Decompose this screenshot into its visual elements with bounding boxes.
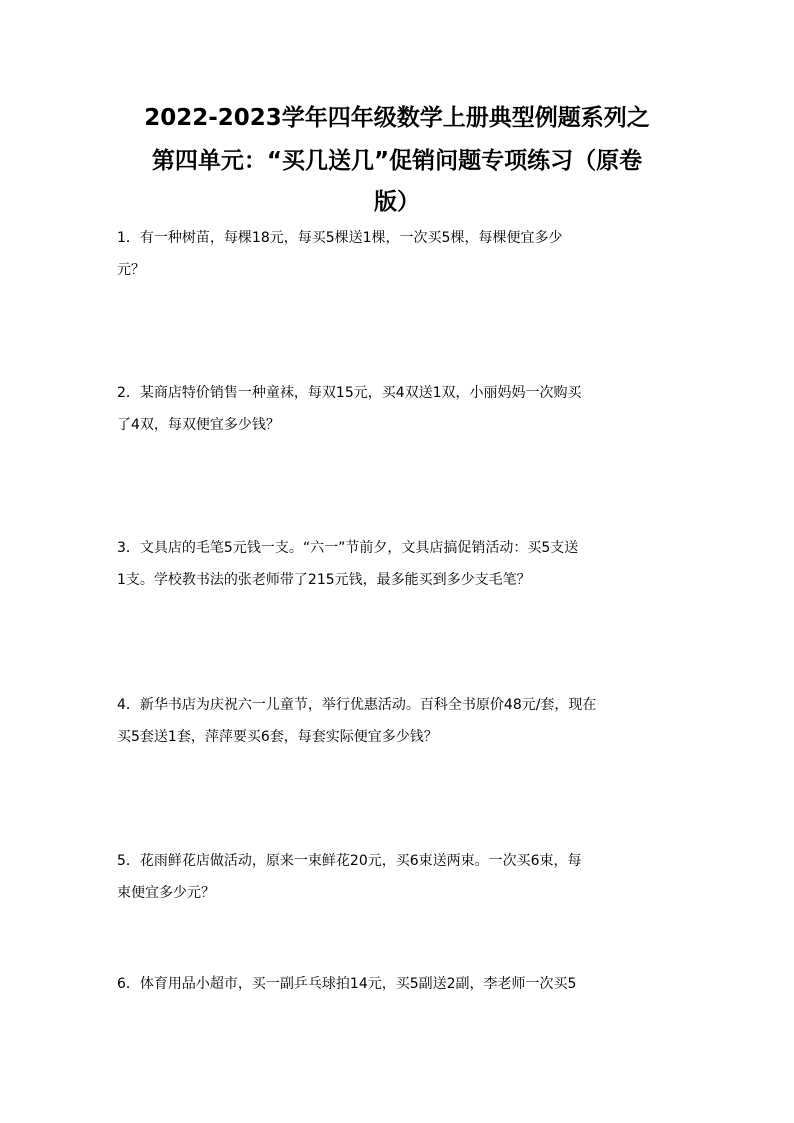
document-title-line-2: 第四单元：“买几送几”促销问题专项练习（原卷: [151, 148, 643, 174]
question-1-line-1: 1．有一种树苗，每棵18元，每买5棵送1棵，一次买5棵，每棵便宜多少: [117, 230, 563, 246]
question-1-line-2: 元？: [117, 262, 145, 278]
question-4-line-1: 4．新华书店为庆祝六一儿童节，举行优惠活动。百科全书原价48元/套，现在: [117, 697, 597, 713]
question-2-line-1: 2．某商店特价销售一种童袜，每双15元，买4双送1双，小丽妈妈一次购买: [117, 385, 582, 401]
question-2-line-2: 了4双，每双便宜多少钱？: [117, 417, 280, 433]
question-3-line-2: 1支。学校教书法的张老师带了215元钱，最多能买到多少支毛笔？: [117, 572, 531, 588]
question-5: [117, 845, 677, 909]
question-5-line-1: 5．花雨鲜花店做活动，原来一束鲜花20元，买6束送两束。一次买6束，每: [117, 853, 582, 869]
document-title-line-1: 2022-2023学年四年级数学上册典型例题系列之: [144, 105, 650, 131]
question-4-line-2: 买5套送1套，萍萍要买6套，每套实际便宜多少钱？: [117, 729, 438, 745]
question-3: [117, 532, 677, 596]
question-2: [117, 377, 677, 441]
question-4: [117, 689, 677, 753]
question-5-line-2: 束便宜多少元？: [117, 885, 215, 901]
question-1: [117, 222, 677, 286]
question-3-line-1: 3．文具店的毛笔5元钱一支。“六一”节前夕，文具店搞促销活动：买5支送: [117, 540, 579, 556]
question-6-line-1: 6．体育用品小超市，买一副乒乓球拍14元，买5副送2副，李老师一次买5: [117, 976, 577, 992]
document-title-line-3: 版）: [374, 189, 420, 215]
question-6: [117, 968, 677, 1000]
